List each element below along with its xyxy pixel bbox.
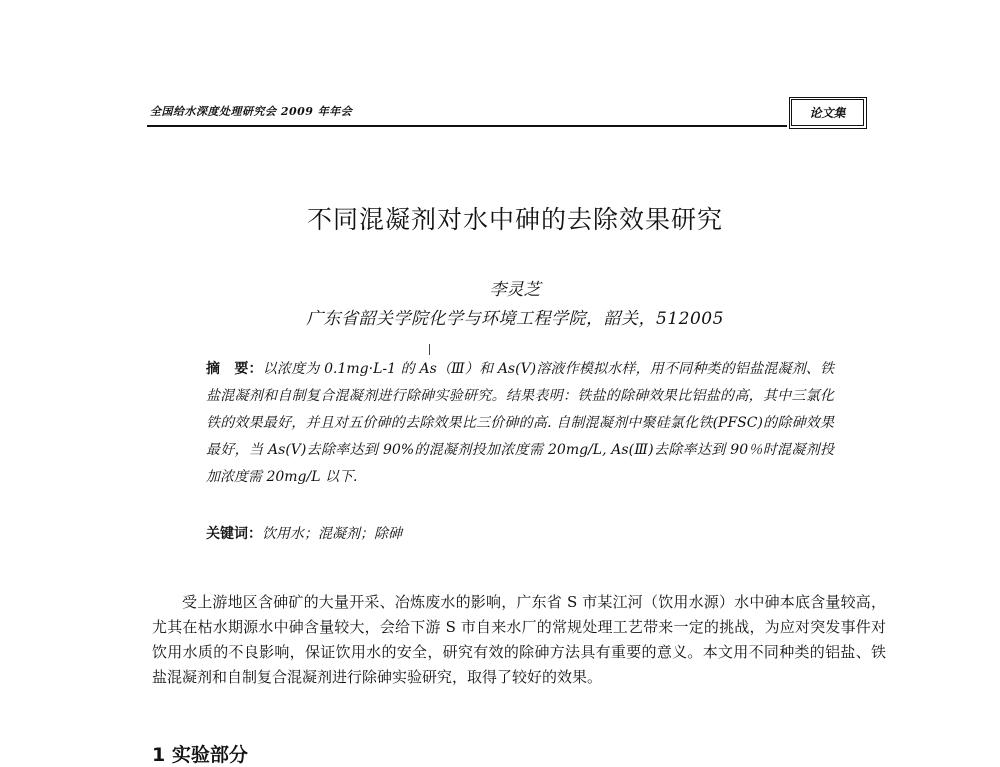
keywords-text: 饮用水；混凝剂；除砷: [262, 526, 402, 542]
affiliation: 广东省韶关学院化学与环境工程学院，韶关，512005: [306, 309, 724, 329]
section-heading: 1 实验部分: [152, 744, 248, 766]
keywords: [206, 523, 834, 543]
abstract: [206, 356, 834, 491]
running-header: 全国给水深度处理研究会 2009 年年会: [150, 105, 353, 118]
text-cursor-mark: [429, 344, 430, 355]
keywords-label: 关键词：: [206, 526, 262, 542]
author: 李灵芝: [489, 280, 541, 300]
abstract-label: 摘 要：: [206, 361, 263, 377]
paper-title: 不同混凝剂对水中砷的去除效果研究: [306, 205, 723, 234]
header-rule: [147, 125, 787, 127]
intro-paragraph: 受上游地区含砷矿的大量开采、冶炼废水的影响，广东省 S 市某江河（饮用水源）水中砷本底含量较高，尤其在枯水期源水中砷含量较大，会给下游 S 市自来水厂的常规处理工艺带来一定的挑战，为应对突发事件对饮用水质的不良影响，保证饮用水的安全，研究有效的除砷方法具有重要的意义。本文用不同种类的铝盐、铁盐混凝剂和自制复合混凝剂进行除砷实验研究，取得了较好的效果。: [152, 593, 886, 686]
abstract-text: 以浓度为 0.1mg·L-1 的 As（Ⅲ）和 As(V)溶液作模拟水样，用不同种类的铝盐混凝剂、铁盐混凝剂和自制复合混凝剂进行除砷实验研究。结果表明：铁盐的除砷效果比铝盐的高，其中三氯化铁的效果最好，并且对五价砷的去除效果比三价砷的高. 自制混凝剂中聚硅氯化铁(PFSC)的除砷效果最好，当 As(V)去除率达到 90%的混凝剂投加浓度需 20mg/L, As(Ⅲ)去除率达到 90％时混凝剂投加浓度需 20mg/L 以下.: [206, 361, 835, 485]
proceedings-badge: 论文集: [789, 97, 867, 129]
